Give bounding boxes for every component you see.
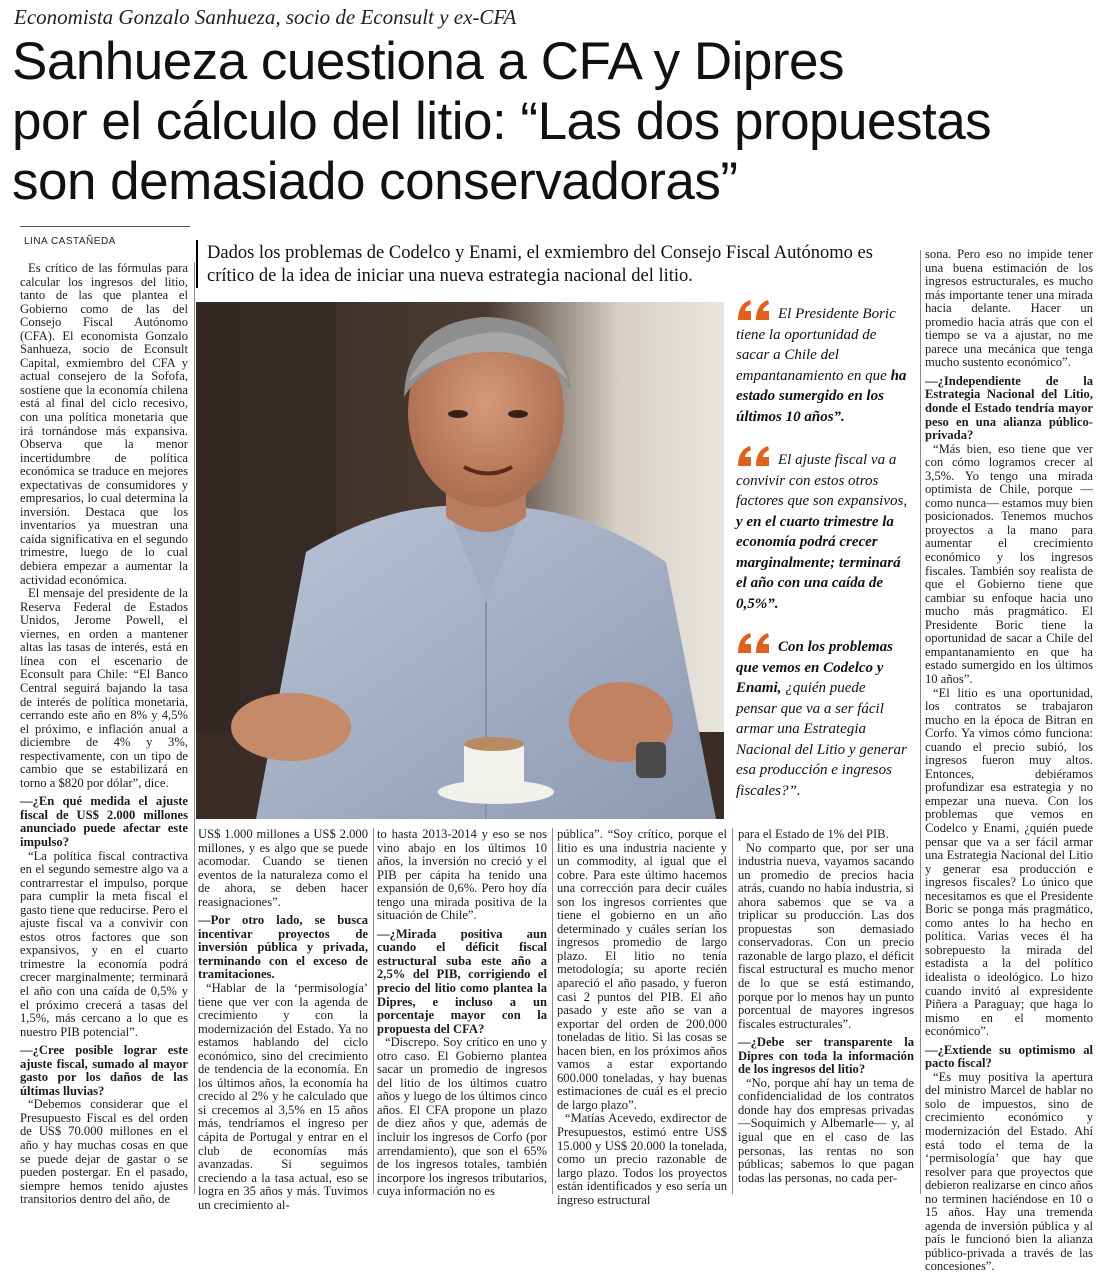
column-rule [552, 828, 553, 1194]
pull-quote-bold: ha estado sumergido en los últimos 10 años”. [736, 367, 907, 425]
article-column-6 [925, 247, 1093, 1274]
kicker: Economista Gonzalo Sanhueza, socio de Econsult y ex-CFA [14, 5, 517, 29]
pull-quote [736, 631, 908, 801]
byline: LINA CASTAÑEDA [24, 236, 116, 247]
quote-mark-icon [736, 444, 774, 468]
article-column-4 [557, 827, 727, 1207]
question: —¿En qué medida el ajuste fiscal de US$ 2.000 millones anunciado puede afectar este impulso? [20, 794, 188, 849]
column-rule [920, 250, 921, 1194]
headline-line-1: Sanhueza cuestiona a CFA y Dipres [12, 32, 844, 91]
column-rule [373, 828, 374, 1194]
headline-line-3: son demasiado conservadoras” [12, 152, 738, 211]
headline [12, 32, 1092, 212]
column-rule [194, 262, 195, 1194]
article-column-1 [20, 261, 188, 1207]
paragraph: “Hablar de la ‘permisología’ tiene que ver con la agenda de crecimiento y con la modernización del Estado. Ya no estamos hablando del ciclo económico, sino del crecimiento de tendencia de la economía. En los últimos años, la economía ha crecido al 2% y he calculado que si crecemos al 3,5% en 15 años más, tendríamos el ingreso per cápita de Portugal y entrar en el club de economías más avanzadas. Si seguimos creciendo a la tasa actual, eso se logra en 35 años y más. Tuvimos un crecimiento al- [198, 981, 368, 1212]
pull-quote-text: El Presidente Boric tiene la oportunidad de sacar a Chile del empantanamiento en que [736, 306, 896, 384]
question: —¿Extiende su optimismo al pacto fiscal? [925, 1042, 1093, 1071]
pull-quote-bold: Con los problemas que vemos en Codelco y Enami, [736, 639, 894, 696]
pull-quote-bold: y en el cuarto trimestre la economía podrá crecer marginalmente; terminará el año con una caída de 0,5%”. [736, 513, 901, 612]
paragraph: “Es muy positiva la apertura del ministro Marcel de hablar no solo de impuestos, sino de crecimiento económico y modernización del Estado. Ahí está todo el tema de la ‘permisología’ que hay que resolver para que proyectos que debieron realizarse en cinco años no terminen haciéndose en 10 o 15 años. Hay una tremenda agenda de inversión pública y al país le funcionó bien la alianza público-privada a través de las concesiones”. [925, 1069, 1093, 1274]
headline-line-2: por el cálculo del litio: “Las dos propuestas [12, 92, 992, 151]
paragraph: “La política fiscal contractiva en el segundo semestre algo va a contrarrestar el impulso, porque para cumplir la meta fiscal el gasto tiene que reducirse. Pero el ajuste fiscal va a convivir con estos otros factores que son expansivos, y en el cuarto trimestre la economía podrá crecer marginalmente; terminará el año con una caída de 0,5% y el próximo crecerá a tasas del 1,5%, más cercano a lo que es nuestro PIB potencial”. [20, 848, 188, 1039]
byline-rule [20, 226, 190, 227]
paragraph: “No, porque ahí hay un tema de confidencialidad de los contratos donde hay dos empresas privadas —Soquimich y Albemarle— y, al igual que en el caso de las personas, las rentas no son públicas; sabemos lo que pagan todas las personas, no cada per- [738, 1075, 914, 1185]
deck-rule [196, 240, 198, 288]
pull-quote-text: El ajuste fiscal va a convivir con estos otros factores que son expansivos, [736, 452, 908, 509]
paragraph: “Más bien, eso tiene que ver con cómo logramos crecer al 3,5%. Yo tengo una mirada optimista de Chile, porque —como nunca— estamos muy bien posicionados. Tenemos muchos proyectos a la mano para aumentar el crecimiento económico y los ingresos fiscales. También soy realista de que el Gobierno tiene que cambiar su enfoque hacia uno mucho más pragmático. El Presidente Boric tiene la oportunidad de sacar a Chile del empantanamiento en que ha estado sumergido en los últimos 10 años”. [925, 441, 1093, 686]
question: —¿Independiente de la Estrategia Nacional del Litio, donde el Estado tendría mayor peso en una alianza público-privada? [925, 373, 1093, 443]
portrait-photo [196, 302, 724, 819]
deck: Dados los problemas de Codelco y Enami, el exmiembro del Consejo Fiscal Autónomo es crítico de la idea de iniciar una nueva estrategia nacional del litio. [207, 243, 873, 286]
article-column-3 [377, 827, 547, 1199]
paragraph: “Debemos considerar que el Presupuesto Fiscal es del orden de US$ 70.000 millones en el año y hay muchas cosas en que se puede dejar de gastar o se pueden postergar. En el pasado, siempre hemos tenido ajustes transitorios dentro del año, de [20, 1097, 188, 1207]
paragraph: Es crítico de las fórmulas para calcular los ingresos del litio, tanto de las que plantea el Gobierno como de las del Consejo Fiscal Autónomo (CFA). El economista Gonzalo Sanhueza, socio de Econsult Capital, exmiembro del CFA y actual consejero de la Sofofa, sostiene que la economía chilena está al final del ciclo recesivo, con una política monetaria que irá tornándose más expansiva. Observa que la menor incertidumbre de política económica se traduce en mejores expectativas de consumidores y empresarios, lo cual determina la inversión. Destaca que los inventarios ya muestran una caída significativa en el segundo trimestre, luego de lo cual debiera empezar a aumentar la actividad económica. [20, 261, 188, 587]
paragraph: “Matías Acevedo, exdirector de Presupuestos, estimó entre US$ 15.000 y US$ 20.000 la tonelada, como un precio razonable de largo plazo. Todos los proyectos están identificados y eso sería un ingreso estructural [557, 1111, 727, 1207]
pull-quote [736, 298, 908, 427]
column-rule [732, 828, 733, 1194]
paragraph: para el Estado de 1% del PIB. [738, 827, 889, 841]
paragraph: US$ 1.000 millones a US$ 2.000 millones, y es algo que se puede acomodar. Cuando se tienen eventos de la naturaleza como el de ahora, se deben hacer reasignaciones”. [198, 827, 368, 909]
pull-quote [736, 444, 908, 614]
pull-quote-text: ¿quién puede pensar que va a ser fácil armar una Estrategia Nacional del Litio y generar esa producción e ingresos fiscales?”. [736, 680, 907, 799]
portrait-illustration [196, 302, 724, 819]
paragraph: No comparto que, por ser una industria nueva, vayamos sacando un promedio de precios hacia atrás, cuando no había industria, si ahora sabemos que se va a triplicar su producción. Las dos propuestas son demasiado conservadoras. Con un precio razonable de largo plazo, el déficit fiscal estructural es mucho menor de lo que se está estimando, porque por lo menos hay un punto porcentual de mayores ingresos fiscales estructurales”. [738, 840, 914, 1031]
article-column-5 [738, 828, 914, 1194]
quote-mark-icon [736, 631, 774, 655]
paragraph: to hasta 2013-2014 y eso se nos vino abajo en los últimos 10 años, la inversión no creció y el PIB per cápita ha tenido una expansión de 0,6%. Pero hoy día tengo una mirada positiva de la situación de Chile”. [377, 827, 547, 923]
question: —¿Debe ser transparente la Dipres con toda la información de los ingresos del litio? [738, 1035, 914, 1077]
paragraph: pública”. “Soy crítico, porque el litio es una industria naciente y un commodity, al igual que el cobre. Para este último hacemos una corrección para decir cuáles son los ingresos corrientes que tiene el gobierno en un año determinado y cuáles serían los ingresos promedio de largo plazo. El litio no tenía metodología; su aporte recién apareció el año pasado, y fueron casi 2 puntos del PIB. El año pasado y este año se van a exportar del orden de 200.000 toneladas de litio. Si las cosas se hacen bien, en los próximos años vamos a estar exportando 600.000 toneladas, y hay buenas estimaciones de cuál es el precio de largo plazo”. [557, 827, 727, 1112]
question: —¿Mirada positiva aun cuando el déficit fiscal estructural suba este año a 2,5% del PIB, corrigiendo el precio del litio como plantea la Dipres, e incluso a un porcentaje mayor con la propuesta del CFA? [377, 926, 547, 1036]
quote-mark-icon [736, 298, 774, 322]
article-column-2 [198, 827, 368, 1212]
paragraph: El mensaje del presidente de la Reserva Federal de Estados Unidos, Jerome Powell, el viernes, en orden a mantener altas las tasas de interés, está en línea con el escenario de Econsult para Chile: “El Banco Central seguirá bajando la tasa de interés de política monetaria, cerrando este año en 8% y 4,5% el próximo, e inflación anual a diciembre de 4% y 3%, respectivamente, con un tipo de cambio que se estabilizará en torno a $820 por dólar”, dice. [20, 586, 188, 790]
paragraph: “El litio es una oportunidad, los contratos se trabajaron mucho en la época de Bitran en Corfo. Ya vimos cómo funciona: cuando el precio subió, los ingresos fueron muy altos. Entonces, debiéramos profundizar esa estrategia y no empezar una nueva. Con los problemas que vemos en Codelco y Enami, ¿quién puede pensar que va a ser fácil armar una Estrategia Nacional del Litio y generar esa producción e ingresos fiscales? Lo único que necesitamos es que el Presidente Boric se ponga más pragmático, como antes lo ha hecho en política. Varias veces él ha sobrepuesto la mirada del estadista a la del político idealista o ideológico. Lo hizo cuando invitó al expresidente Piñera a Paraguay; que haga lo mismo en el momento económico”. [925, 685, 1093, 1039]
paragraph: “Discrepo. Soy crítico en uno y otro caso. El Gobierno plantea sacar un promedio de ingresos del litio de los últimos cuatro años y luego de los últimos cinco años. El CFA propone un plazo de diez años y que, además de incluir los ingresos de Corfo (por arrendamiento), que son el 65% de los ingresos totales, también incorpore los ingresos tributarios, cuya información no es [377, 1035, 547, 1199]
paragraph: sona. Pero eso no impide tener una buena estimación de los ingresos estructurales, es mucho más importante tener una mirada hacia delante. Hacer un promedio hacia atrás que con el tiempo se va a ajustar, no me parece una mecánica que tenga mucho sustento económico”. [925, 247, 1093, 370]
question: —¿Cree posible lograr este ajuste fiscal, sumado al mayor gasto por los daños de las últimas lluvias? [20, 1043, 188, 1098]
pull-quotes [736, 298, 908, 818]
question: —Por otro lado, se busca incentivar proyectos de inversión pública y privada, terminando con el exceso de tramitaciones. [198, 913, 368, 982]
